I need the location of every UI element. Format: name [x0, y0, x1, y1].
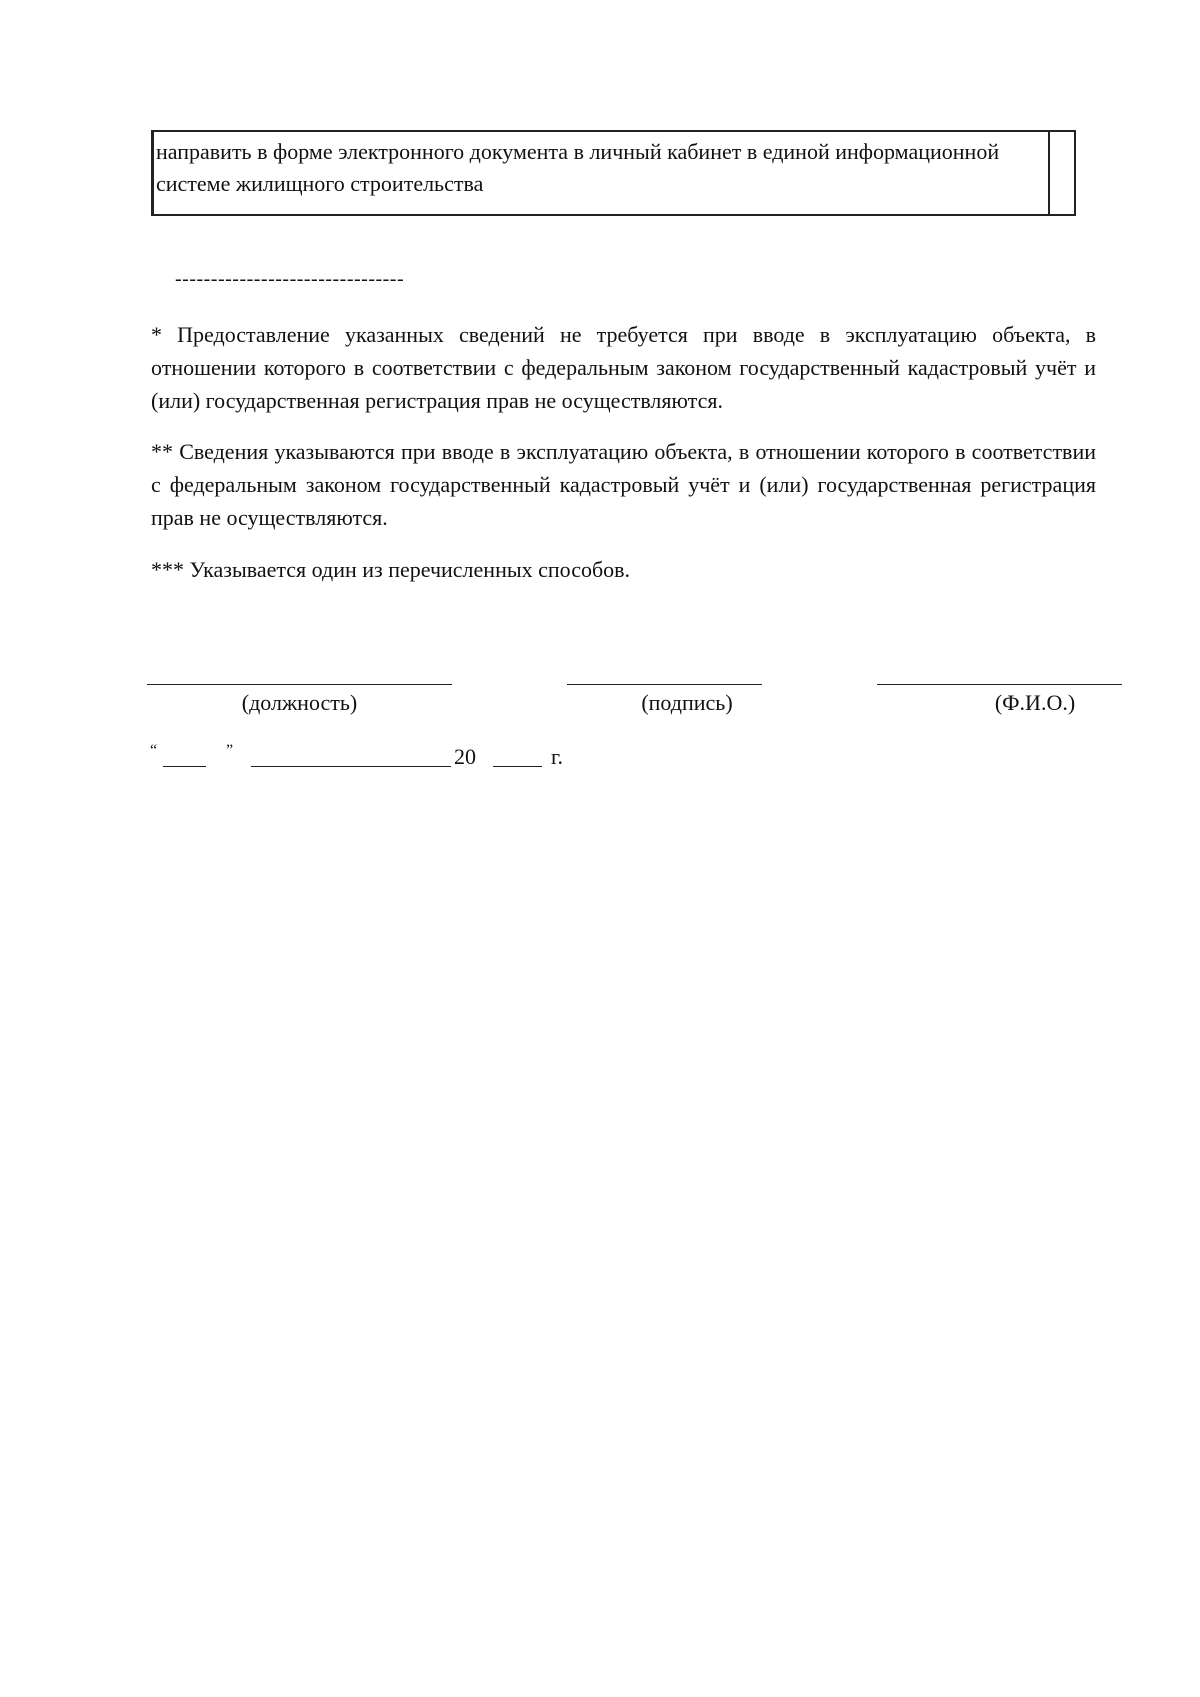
footnote-1: * Предоставление указанных сведений не требуется при вводе в эксплуатацию объекта, в отношении которого в соответствии с федеральным законом государственный кадастровый учёт и (или) государственная регистрация прав не осуществляются.: [151, 322, 1096, 413]
signature-caption: (подпись): [641, 690, 733, 715]
date-day-blank[interactable]: [163, 766, 206, 767]
position-blank-line[interactable]: [147, 684, 452, 685]
position-caption: (должность): [241, 690, 358, 715]
date-month-blank[interactable]: [251, 766, 451, 767]
full-name-blank-line[interactable]: [877, 684, 1122, 685]
date-year-prefix: 20: [454, 744, 476, 769]
date-year-blank[interactable]: [493, 766, 542, 767]
date-quote-close: ”: [226, 742, 234, 759]
date-quote-open: “: [150, 742, 158, 759]
footnote-separator: --------------------------------: [175, 268, 405, 290]
signature-blank-line[interactable]: [567, 684, 762, 685]
date-year-suffix: г.: [551, 744, 564, 769]
footnote-2: ** Сведения указываются при вводе в эксплуатацию объекта, в отношении которого в соответствии с федеральным законом государственный кадастровый учёт и (или) государственная регистрация прав не осуществляются.: [151, 439, 1096, 530]
full-name-caption: (Ф.И.О.): [994, 690, 1076, 715]
footnote-3: *** Указывается один из перечисленных способов.: [151, 557, 631, 582]
delivery-method-mark-cell[interactable]: [1048, 132, 1074, 214]
delivery-method-table: [151, 130, 1076, 216]
delivery-method-option: направить в форме электронного документа в личный кабинет в единой информационной системе жилищного строительства: [153, 132, 1048, 214]
date-row: [150, 744, 600, 774]
